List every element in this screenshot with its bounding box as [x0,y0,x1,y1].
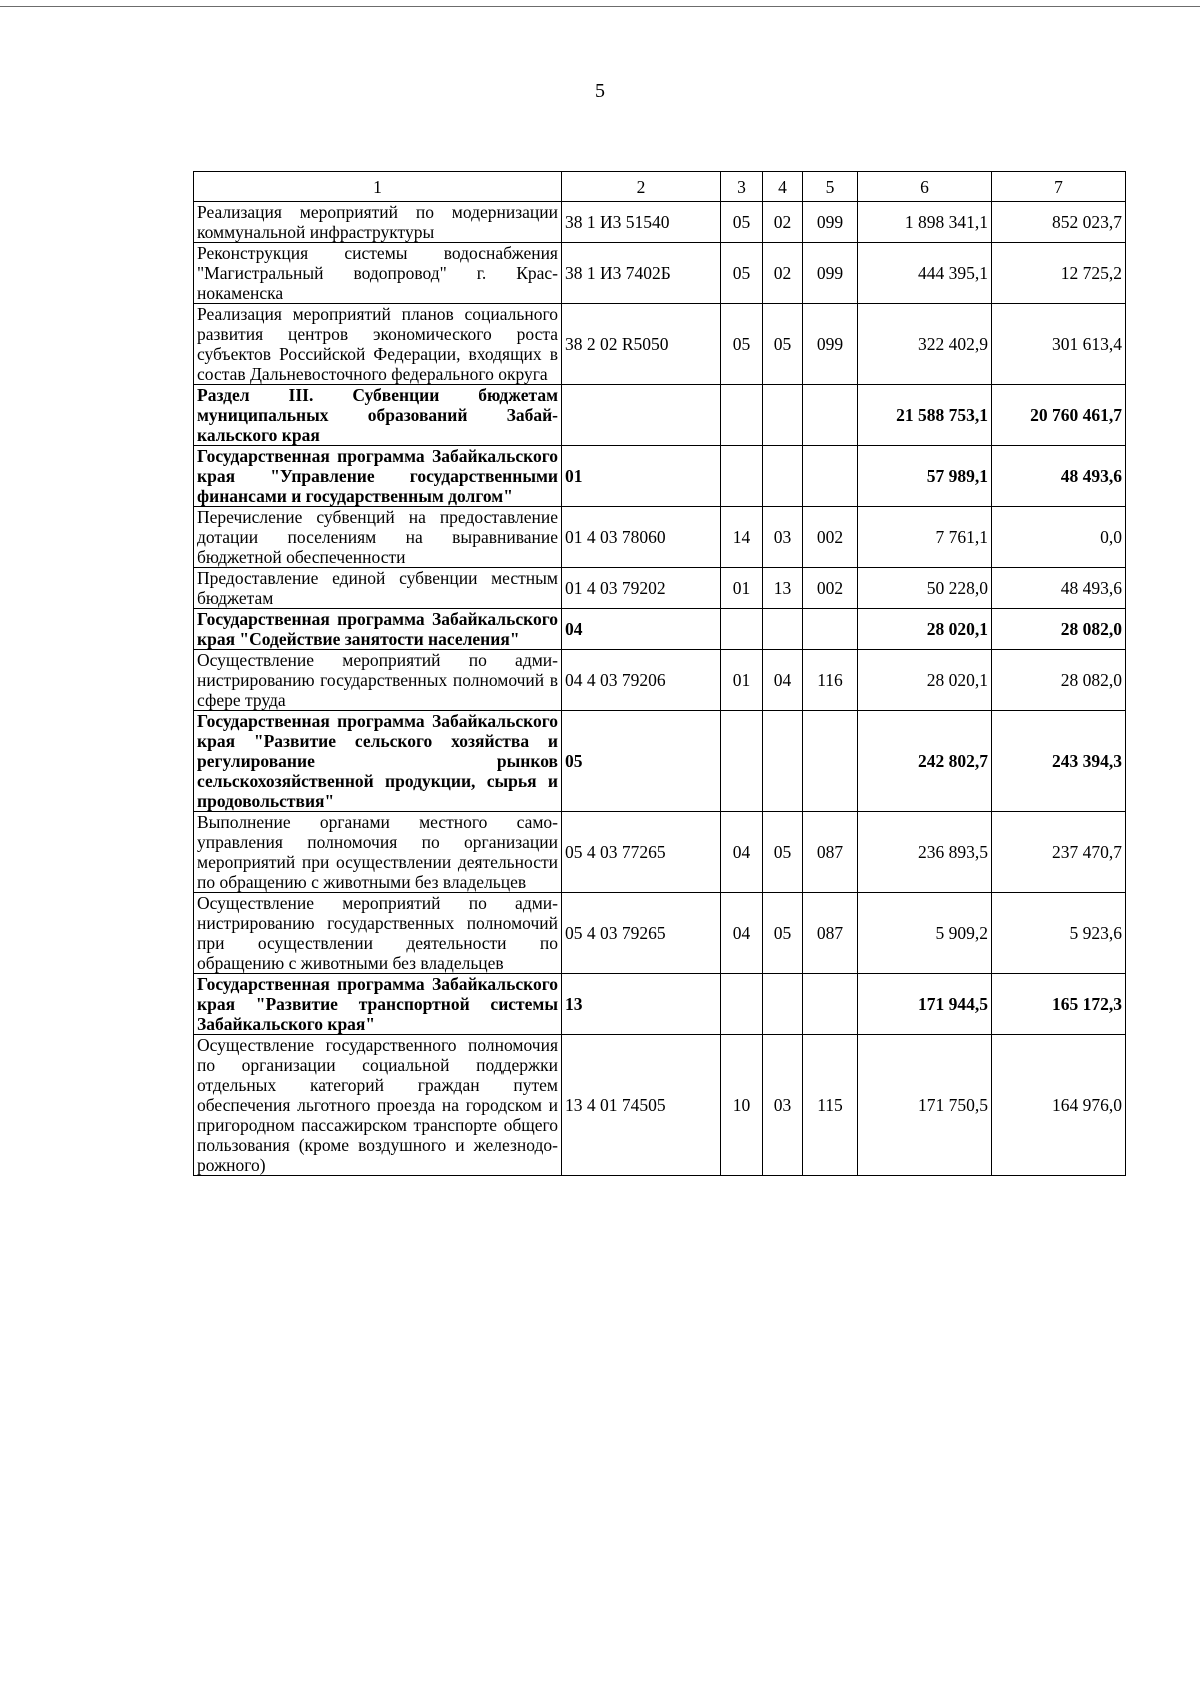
row-code-cell: 38 1 И3 51540 [562,202,721,243]
row-code-cell: 04 4 03 79206 [562,650,721,711]
row-col4-cell: 02 [763,202,803,243]
row-amount-col7-cell: 165 172,3 [992,974,1126,1035]
row-amount-col7-cell: 164 976,0 [992,1035,1126,1176]
row-amount-col6-cell: 1 898 341,1 [858,202,992,243]
row-amount-col6-cell: 57 989,1 [858,446,992,507]
row-col5-cell: 099 [803,304,858,385]
row-col4-cell: 05 [763,812,803,893]
row-col4-cell [763,385,803,446]
row-amount-col6-cell: 322 402,9 [858,304,992,385]
row-code-cell: 04 [562,609,721,650]
row-col5-cell: 087 [803,893,858,974]
row-col5-cell [803,446,858,507]
row-amount-col6-cell: 28 020,1 [858,609,992,650]
row-code-cell: 01 [562,446,721,507]
row-col4-cell: 04 [763,650,803,711]
row-col4-cell [763,974,803,1035]
scan-edge-line [0,6,1200,7]
row-col3-cell: 10 [721,1035,763,1176]
row-col4-cell [763,446,803,507]
row-col3-cell [721,385,763,446]
row-code-cell: 01 4 03 79202 [562,568,721,609]
row-name-cell: Государственная программа Забайкальского края "Развитие транспортной системы Забайкальского края" [194,974,562,1035]
table-row [194,507,1126,568]
row-name-cell: Осуществление государственного полномочия по организации социальной поддержки отдельных категорий граждан путем обеспечения льготного проезда на городском и пригородном пассажирском транспорте общего пользования (кроме воздушного и железнодорожного) [194,1035,562,1176]
row-amount-col6-cell: 50 228,0 [858,568,992,609]
row-name-cell: Осуществление мероприятий по администрированию государственных полномочий в сфере труда [194,650,562,711]
row-col3-cell [721,609,763,650]
table-row [194,812,1126,893]
row-amount-col6-cell: 171 750,5 [858,1035,992,1176]
row-amount-col6-cell: 444 395,1 [858,243,992,304]
row-col5-cell: 115 [803,1035,858,1176]
row-amount-col7-cell: 20 760 461,7 [992,385,1126,446]
row-amount-col6-cell: 5 909,2 [858,893,992,974]
row-name-cell: Государственная программа Забайкальского края "Управление государственными финансами и государственным долгом" [194,446,562,507]
row-name-cell: Реализация мероприятий планов социального развития центров экономического роста субъектов Российской Федерации, входящих в состав Дальневосточного федерального округа [194,304,562,385]
table-row [194,202,1126,243]
row-amount-col7-cell: 48 493,6 [992,568,1126,609]
table-row [194,568,1126,609]
table-row [194,893,1126,974]
row-amount-col6-cell: 171 944,5 [858,974,992,1035]
row-name-cell: Государственная программа Забайкальского края "Развитие сельского хозяйства и регулирование рынков сельскохозяйственной продукции, сырья и продовольствия" [194,711,562,812]
table-row [194,385,1126,446]
row-col4-cell: 02 [763,243,803,304]
row-name-cell: Реализация мероприятий по модернизации коммунальной инфраструктуры [194,202,562,243]
table-row [194,243,1126,304]
row-amount-col6-cell: 28 020,1 [858,650,992,711]
row-col4-cell: 03 [763,507,803,568]
header-col-4: 4 [763,172,803,202]
row-name-cell: Перечисление субвенций на предоставление дотации поселениям на выравнивание бюджетной обеспеченности [194,507,562,568]
row-code-cell: 05 [562,711,721,812]
row-amount-col7-cell: 48 493,6 [992,446,1126,507]
table-row [194,650,1126,711]
row-amount-col7-cell: 237 470,7 [992,812,1126,893]
row-amount-col7-cell: 5 923,6 [992,893,1126,974]
row-col5-cell [803,711,858,812]
row-col3-cell: 14 [721,507,763,568]
row-amount-col7-cell: 28 082,0 [992,650,1126,711]
row-code-cell: 13 4 01 74505 [562,1035,721,1176]
row-amount-col7-cell: 243 394,3 [992,711,1126,812]
row-col5-cell: 087 [803,812,858,893]
row-amount-col6-cell: 7 761,1 [858,507,992,568]
table-header-row [194,172,1126,202]
row-name-cell: Предоставление единой субвенции местным бюджетам [194,568,562,609]
row-col5-cell [803,974,858,1035]
row-col3-cell: 05 [721,304,763,385]
row-col4-cell: 13 [763,568,803,609]
row-code-cell: 38 2 02 R5050 [562,304,721,385]
table-row [194,711,1126,812]
row-code-cell: 38 1 И3 7402Б [562,243,721,304]
header-col-5: 5 [803,172,858,202]
row-col4-cell [763,609,803,650]
row-amount-col7-cell: 12 725,2 [992,243,1126,304]
row-col3-cell: 05 [721,202,763,243]
row-name-cell: Реконструкция системы водоснабжения "Магистральный водопровод" г. Краснокаменска [194,243,562,304]
row-amount-col7-cell: 852 023,7 [992,202,1126,243]
row-code-cell: 05 4 03 77265 [562,812,721,893]
row-amount-col6-cell: 236 893,5 [858,812,992,893]
row-col3-cell: 01 [721,568,763,609]
table-body [194,202,1126,1176]
row-col3-cell [721,711,763,812]
row-col4-cell [763,711,803,812]
row-col5-cell: 002 [803,507,858,568]
table-row [194,1035,1126,1176]
header-col-2: 2 [562,172,721,202]
row-col4-cell: 03 [763,1035,803,1176]
row-code-cell: 13 [562,974,721,1035]
row-amount-col6-cell: 242 802,7 [858,711,992,812]
row-name-cell: Раздел III. Субвенции бюджетам муниципальных образований Забайкальского края [194,385,562,446]
row-code-cell: 05 4 03 79265 [562,893,721,974]
table-row [194,974,1126,1035]
row-col5-cell: 002 [803,568,858,609]
row-col3-cell: 04 [721,893,763,974]
row-code-cell: 01 4 03 78060 [562,507,721,568]
table-row [194,609,1126,650]
row-col3-cell [721,446,763,507]
row-name-cell: Государственная программа Забайкальского края "Содействие занятости населения" [194,609,562,650]
row-code-cell [562,385,721,446]
row-amount-col7-cell: 301 613,4 [992,304,1126,385]
row-amount-col6-cell: 21 588 753,1 [858,385,992,446]
row-name-cell: Осуществление мероприятий по администрированию государственных полномочий при осуществлении деятельности по обращению с животными без владельцев [194,893,562,974]
table-row [194,446,1126,507]
row-col3-cell: 01 [721,650,763,711]
row-amount-col7-cell: 0,0 [992,507,1126,568]
row-amount-col7-cell: 28 082,0 [992,609,1126,650]
row-col3-cell: 05 [721,243,763,304]
row-col5-cell: 099 [803,243,858,304]
row-col5-cell [803,609,858,650]
header-col-1: 1 [194,172,562,202]
row-col4-cell: 05 [763,893,803,974]
row-name-cell: Выполнение органами местного самоуправления полномочия по организации мероприятий при осуществлении деятельности по обращению с животными без владельцев [194,812,562,893]
header-col-3: 3 [721,172,763,202]
budget-table [193,171,1126,1176]
row-col5-cell [803,385,858,446]
table-row [194,304,1126,385]
row-col4-cell: 05 [763,304,803,385]
header-col-7: 7 [992,172,1126,202]
row-col3-cell: 04 [721,812,763,893]
row-col5-cell: 116 [803,650,858,711]
row-col3-cell [721,974,763,1035]
header-col-6: 6 [858,172,992,202]
page-number: 5 [595,80,605,102]
row-col5-cell: 099 [803,202,858,243]
